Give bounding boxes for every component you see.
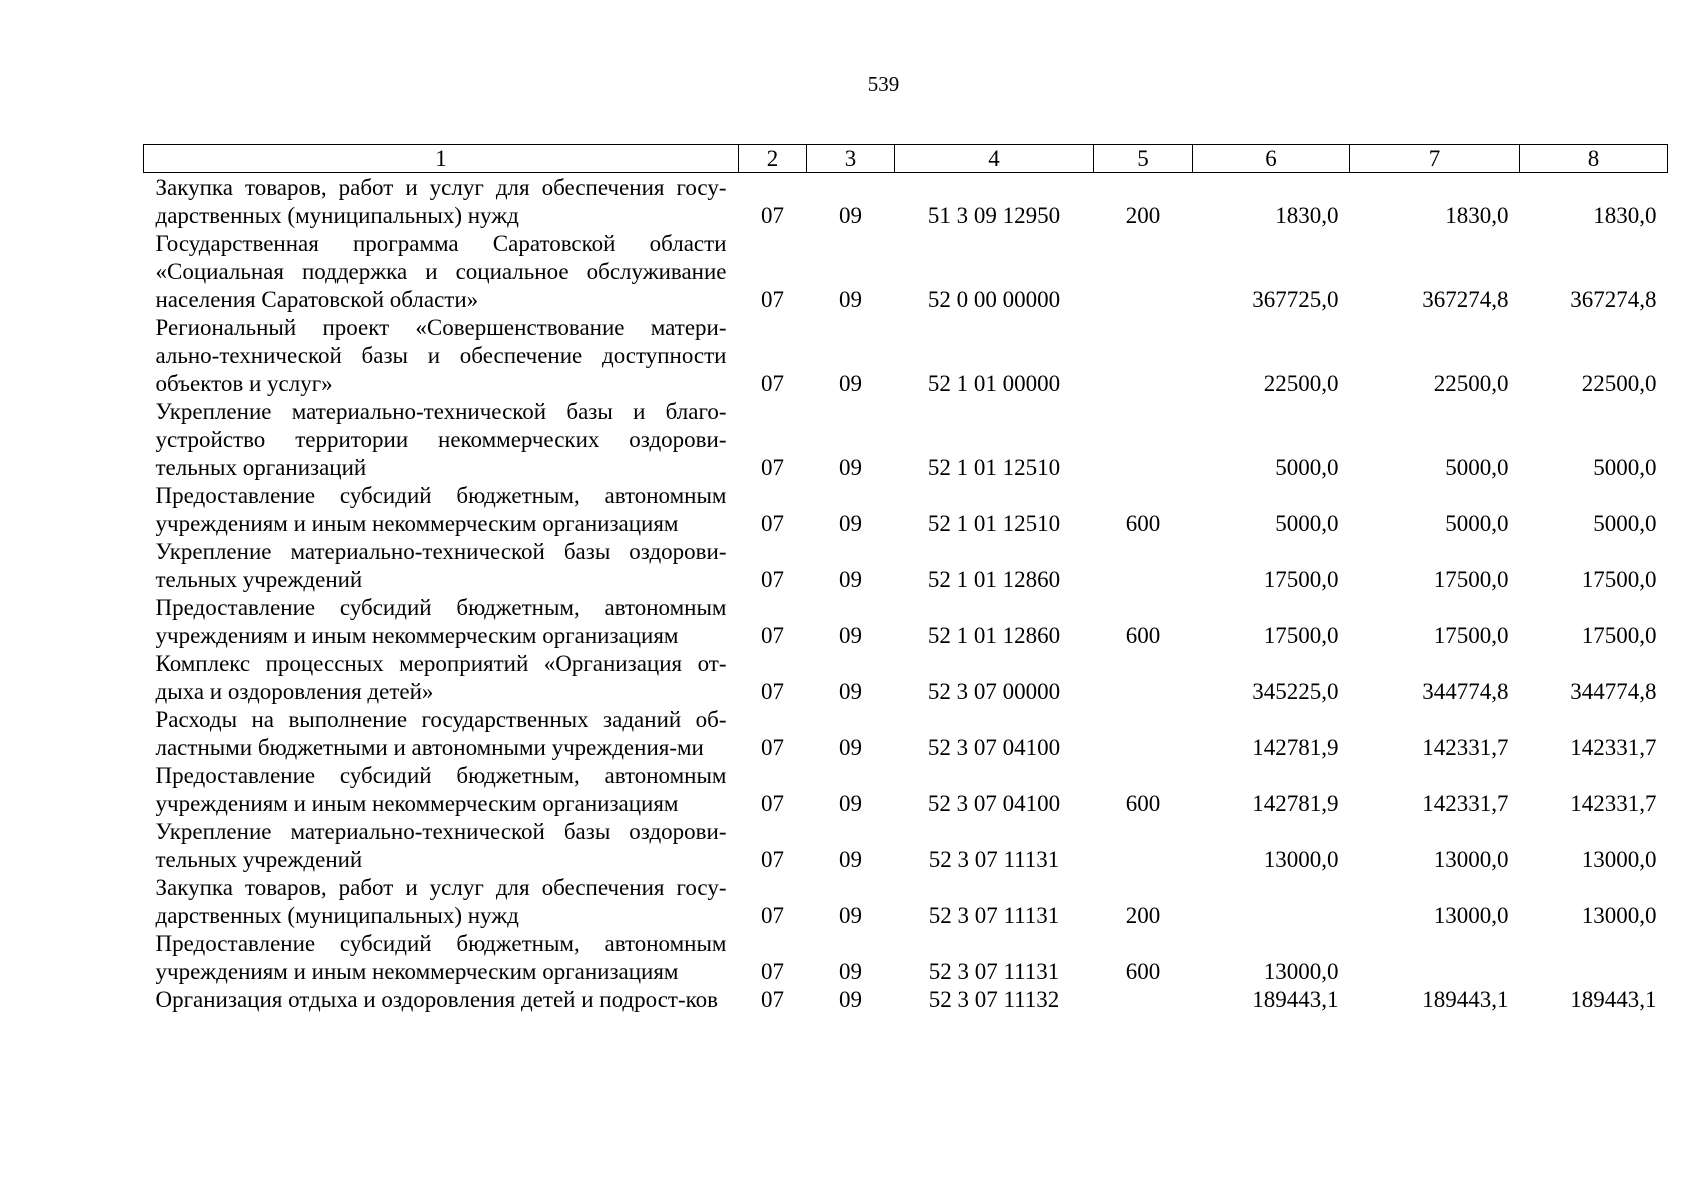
row-name: Предоставление субсидий бюджетным, автономным учреждениям и иным некоммерческим организациям bbox=[155, 931, 727, 984]
row-subsection: 09 bbox=[839, 287, 862, 312]
table-row bbox=[144, 818, 1668, 874]
row-subsection: 09 bbox=[839, 203, 862, 228]
row-expense-type bbox=[1094, 538, 1193, 594]
table-row bbox=[144, 398, 1668, 482]
row-amount-8: 13000,0 bbox=[1581, 847, 1657, 872]
row-section: 07 bbox=[761, 287, 784, 312]
row-amount-7: 5000,0 bbox=[1445, 511, 1509, 536]
row-subsection: 09 bbox=[839, 903, 862, 928]
row-section: 07 bbox=[761, 959, 784, 984]
row-amount-6: 17500,0 bbox=[1263, 567, 1339, 592]
row-expense-type bbox=[1094, 398, 1193, 482]
row-subsection: 09 bbox=[839, 679, 862, 704]
row-target-code: 51 3 09 12950 bbox=[927, 203, 1061, 228]
row-section: 07 bbox=[761, 567, 784, 592]
row-subsection: 09 bbox=[839, 567, 862, 592]
row-subsection: 09 bbox=[839, 847, 862, 872]
row-target-code: 52 1 01 00000 bbox=[927, 371, 1061, 396]
row-target-code: 52 3 07 04100 bbox=[927, 791, 1061, 816]
header-col-1: 1 bbox=[144, 145, 739, 173]
row-expense-type: 600 bbox=[1125, 623, 1161, 648]
row-amount-6 bbox=[1193, 874, 1350, 930]
row-section: 07 bbox=[761, 203, 784, 228]
row-name: Предоставление субсидий бюджетным, автономным учреждениям и иным некоммерческим организациям bbox=[155, 483, 727, 536]
row-name: Региональный проект «Совершенствование матери-ально-технической базы и обеспечение доступности объектов и услуг» bbox=[155, 315, 727, 396]
header-col-2: 2 bbox=[739, 145, 807, 173]
row-amount-7: 1830,0 bbox=[1445, 203, 1509, 228]
row-subsection: 09 bbox=[839, 959, 862, 984]
row-amount-8: 17500,0 bbox=[1581, 567, 1657, 592]
row-expense-type bbox=[1094, 986, 1193, 1014]
table-row bbox=[144, 650, 1668, 706]
row-amount-7: 142331,7 bbox=[1422, 791, 1509, 816]
row-name: Укрепление материально-технической базы оздорови-тельных учреждений bbox=[155, 539, 727, 592]
table-body bbox=[144, 173, 1668, 1015]
row-amount-7: 13000,0 bbox=[1433, 903, 1509, 928]
row-target-code: 52 3 07 11131 bbox=[928, 847, 1060, 872]
row-section: 07 bbox=[761, 511, 784, 536]
table-row bbox=[144, 173, 1668, 231]
table-row bbox=[144, 762, 1668, 818]
table-header bbox=[144, 145, 1668, 173]
table-row bbox=[144, 706, 1668, 762]
header-col-4: 4 bbox=[895, 145, 1094, 173]
row-amount-8: 5000,0 bbox=[1593, 511, 1657, 536]
row-subsection: 09 bbox=[839, 371, 862, 396]
row-section: 07 bbox=[761, 903, 784, 928]
row-amount-8: 22500,0 bbox=[1581, 371, 1657, 396]
row-name: Предоставление субсидий бюджетным, автономным учреждениям и иным некоммерческим организациям bbox=[155, 595, 727, 648]
row-amount-8: 5000,0 bbox=[1593, 455, 1657, 480]
row-amount-8: 13000,0 bbox=[1581, 903, 1657, 928]
row-name: Закупка товаров, работ и услуг для обеспечения госу-дарственных (муниципальных) нужд bbox=[155, 175, 727, 228]
row-amount-7: 367274,8 bbox=[1422, 287, 1509, 312]
row-target-code: 52 3 07 11131 bbox=[928, 903, 1060, 928]
row-expense-type bbox=[1094, 314, 1193, 398]
row-section: 07 bbox=[761, 679, 784, 704]
row-target-code: 52 0 00 00000 bbox=[927, 287, 1061, 312]
row-amount-6: 142781,9 bbox=[1252, 791, 1339, 816]
row-name: Комплекс процессных мероприятий «Организация от-дыха и оздоровления детей» bbox=[155, 651, 727, 704]
row-amount-8: 189443,1 bbox=[1570, 987, 1657, 1012]
budget-table bbox=[143, 144, 1668, 1014]
row-target-code: 52 1 01 12860 bbox=[927, 567, 1061, 592]
header-col-8: 8 bbox=[1520, 145, 1668, 173]
row-section: 07 bbox=[761, 847, 784, 872]
row-name: Закупка товаров, работ и услуг для обеспечения госу-дарственных (муниципальных) нужд bbox=[155, 875, 727, 928]
table-row bbox=[144, 594, 1668, 650]
row-expense-type: 600 bbox=[1125, 791, 1161, 816]
row-amount-7: 22500,0 bbox=[1433, 371, 1509, 396]
row-amount-8: 17500,0 bbox=[1581, 623, 1657, 648]
row-amount-7: 17500,0 bbox=[1433, 623, 1509, 648]
row-subsection: 09 bbox=[839, 735, 862, 760]
row-amount-7: 142331,7 bbox=[1422, 735, 1509, 760]
row-section: 07 bbox=[761, 987, 784, 1012]
row-amount-6: 22500,0 bbox=[1263, 371, 1339, 396]
row-amount-8 bbox=[1520, 930, 1668, 986]
header-col-5: 5 bbox=[1094, 145, 1193, 173]
row-section: 07 bbox=[761, 791, 784, 816]
row-expense-type bbox=[1094, 706, 1193, 762]
header-row bbox=[144, 145, 1668, 173]
row-name: Предоставление субсидий бюджетным, автономным учреждениям и иным некоммерческим организациям bbox=[155, 763, 727, 816]
row-amount-8: 1830,0 bbox=[1593, 203, 1657, 228]
row-name: Расходы на выполнение государственных заданий об-ластными бюджетными и автономными учреждения-ми bbox=[155, 707, 727, 760]
row-subsection: 09 bbox=[839, 511, 862, 536]
row-target-code: 52 3 07 04100 bbox=[927, 735, 1061, 760]
row-amount-6: 5000,0 bbox=[1275, 511, 1339, 536]
row-target-code: 52 3 07 00000 bbox=[927, 679, 1061, 704]
row-expense-type bbox=[1094, 230, 1193, 314]
row-target-code: 52 1 01 12510 bbox=[927, 511, 1061, 536]
row-amount-8: 142331,7 bbox=[1570, 791, 1657, 816]
header-col-3: 3 bbox=[807, 145, 895, 173]
header-col-6: 6 bbox=[1193, 145, 1350, 173]
row-amount-6: 13000,0 bbox=[1263, 847, 1339, 872]
row-name: Укрепление материально-технической базы оздорови-тельных учреждений bbox=[155, 819, 727, 872]
table-row bbox=[144, 538, 1668, 594]
row-amount-6: 142781,9 bbox=[1252, 735, 1339, 760]
page-number: 539 bbox=[867, 72, 900, 96]
row-expense-type bbox=[1094, 650, 1193, 706]
row-expense-type bbox=[1094, 818, 1193, 874]
row-name: Организация отдыха и оздоровления детей и подрост-ков bbox=[155, 987, 718, 1012]
row-amount-6: 13000,0 bbox=[1263, 959, 1339, 984]
row-section: 07 bbox=[761, 455, 784, 480]
row-amount-6: 189443,1 bbox=[1252, 987, 1339, 1012]
row-subsection: 09 bbox=[839, 791, 862, 816]
row-amount-7: 17500,0 bbox=[1433, 567, 1509, 592]
row-subsection: 09 bbox=[839, 455, 862, 480]
row-amount-8: 367274,8 bbox=[1570, 287, 1657, 312]
table-row bbox=[144, 314, 1668, 398]
table-row bbox=[144, 874, 1668, 930]
row-subsection: 09 bbox=[839, 987, 862, 1012]
row-amount-7: 5000,0 bbox=[1445, 455, 1509, 480]
row-expense-type: 200 bbox=[1125, 203, 1161, 228]
row-target-code: 52 1 01 12510 bbox=[927, 455, 1061, 480]
row-amount-6: 1830,0 bbox=[1275, 203, 1339, 228]
row-expense-type: 600 bbox=[1125, 511, 1161, 536]
row-amount-7: 13000,0 bbox=[1433, 847, 1509, 872]
row-target-code: 52 1 01 12860 bbox=[927, 623, 1061, 648]
row-expense-type: 200 bbox=[1125, 903, 1161, 928]
row-target-code: 52 3 07 11131 bbox=[928, 959, 1060, 984]
row-amount-7 bbox=[1350, 930, 1520, 986]
table-row bbox=[144, 930, 1668, 986]
row-amount-7: 344774,8 bbox=[1422, 679, 1509, 704]
row-amount-6: 345225,0 bbox=[1252, 679, 1339, 704]
row-section: 07 bbox=[761, 623, 784, 648]
row-amount-8: 344774,8 bbox=[1570, 679, 1657, 704]
header-col-7: 7 bbox=[1350, 145, 1520, 173]
table-row bbox=[144, 986, 1668, 1014]
row-name: Государственная программа Саратовской области «Социальная поддержка и социальное обслуживание населения Саратовской области» bbox=[155, 231, 727, 312]
row-amount-6: 5000,0 bbox=[1275, 455, 1339, 480]
table-row bbox=[144, 482, 1668, 538]
row-name: Укрепление материально-технической базы и благо-устройство территории некоммерческих оздорови-тельных организаций bbox=[155, 399, 727, 480]
table-row bbox=[144, 230, 1668, 314]
row-expense-type: 600 bbox=[1125, 959, 1161, 984]
row-amount-7: 189443,1 bbox=[1422, 987, 1509, 1012]
row-amount-8: 142331,7 bbox=[1570, 735, 1657, 760]
row-target-code: 52 3 07 11132 bbox=[928, 987, 1060, 1012]
row-section: 07 bbox=[761, 371, 784, 396]
row-amount-6: 17500,0 bbox=[1263, 623, 1339, 648]
row-subsection: 09 bbox=[839, 623, 862, 648]
row-amount-6: 367725,0 bbox=[1252, 287, 1339, 312]
row-section: 07 bbox=[761, 735, 784, 760]
